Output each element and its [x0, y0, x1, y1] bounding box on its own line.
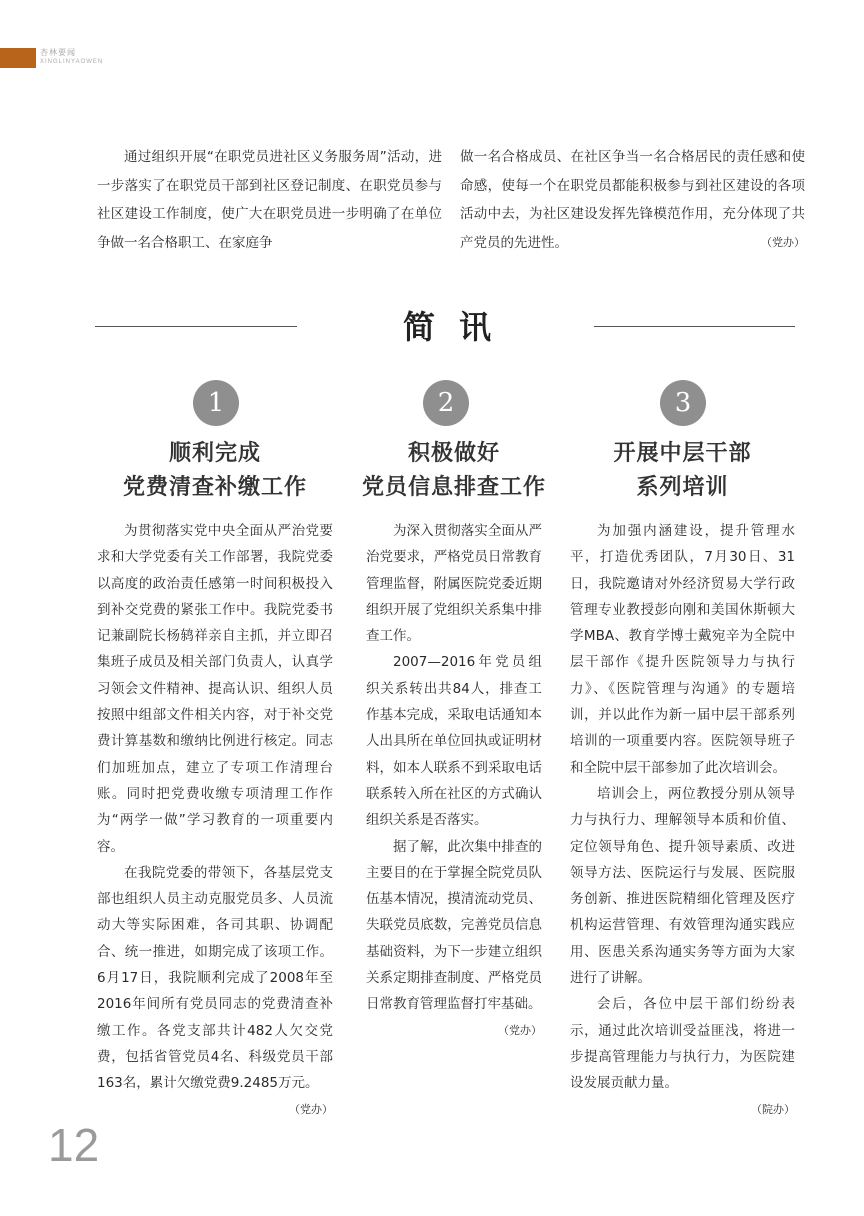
column-title-3-line2: 系列培训 [636, 474, 729, 500]
article-column-1 [97, 518, 333, 1123]
article-3-paragraph: 为加强内涵建设，提升管理水平，打造优秀团队，7月30日、31日，我院邀请对外经济贸易大学行政管理专业教授彭向刚和美国休斯顿大学MBA、教育学博士戴宛辛为全院中层干部作《提升医院领导力与执行力》、《医院管理与沟通》的专题培训，并以此作为新一届中层干部系列培训的一项重要内容。医院领导班子和全院中层干部参加了此次培训会。 [570, 523, 795, 776]
article-1-paragraph: 在我院党委的带领下，各基层党支部也组织人员主动克服党员多、人员流动大等实际困难，各司其职、协调配合、统一推进，如期完成了该项工作。6月17日，我院顺利完成了2008年至2016年间所有党员同志的党费清查补缴工作。各党支部共计482人欠交党费，包括省管党员4名、科级党员干部163名，累计欠缴党费9.2485万元。 [97, 864, 333, 1092]
intro-left-paragraph: 通过组织开展“在职党员进社区义务服务周”活动，进一步落实了在职党员干部到社区登记制度、在职党员参与社区建设工作制度，使广大在职党员进一步明确了在单位争做一名合格职工、在家庭争 [97, 149, 442, 251]
column-title-1-line2: 党费清查补缴工作 [122, 474, 307, 500]
column-title-2-line1: 积极做好 [407, 440, 500, 466]
article-1-paragraph: 为贯彻落实党中央全面从严治党要求和大学党委有关工作部署，我院党委以高度的政治责任感第一时间积极投入到补交党费的紧张工作中。我院党委书记兼副院长杨鸫祥亲自主抓，并立即召集班子成员及相关部门负责人，认真学习领会文件精神、提高认识、组织人员按照中组部文件相关内容，对于补交党费计算基数和缴纳比例进行核定。同志们加班加点，建立了专项工作清理台账。同时把党费收缴专项清理工作作为“两学一做”学习教育的一项重要内容。 [97, 523, 333, 855]
section-header-cn: 杏林要闻 [40, 48, 76, 57]
article-3-paragraph: 会后，各位中层干部们纷纷表示，通过此次培训受益匪浅，将进一步提高管理能力与执行力，为医院建设发展贡献力量。 [570, 996, 795, 1092]
section-header-en: XINGLINYAOWEN [40, 59, 104, 65]
article-column-3 [570, 518, 795, 1123]
article-2-paragraph: 为深入贯彻落实全面从严治党要求，严格党员日常教育管理监督，附属医院党委近期组织开展了党组织关系集中排查工作。 [366, 523, 542, 645]
number-badge-2: 2 [423, 380, 469, 426]
intro-right-text: 做一名合格成员、在社区争当一名合格居民的责任感和使命感，使每一个在职党员都能积极参与到社区建设的各项活动中去，为社区建设发挥先锋模范作用，充分体现了共产党员的先进性。 [460, 149, 805, 251]
number-badge-3: 3 [660, 380, 706, 426]
column-title-3 [570, 436, 795, 504]
column-title-1-line1: 顺利完成 [168, 440, 261, 466]
column-title-2 [346, 436, 562, 504]
title-rule-left [95, 326, 297, 327]
article-2-paragraph: 据了解，此次集中排查的主要目的在于掌握全院党员队伍基本情况，摸清流动党员、失联党员底数，完善党员信息基础资料，为下一步建立组织关系定期排查制度、严格党员日常教育管理监督打牢基础。 [366, 838, 542, 1013]
column-title-3-line1: 开展中层干部 [613, 440, 752, 466]
section-title: 简讯 [402, 308, 515, 346]
column-title-1 [97, 436, 333, 504]
column-title-2-line2: 党员信息排查工作 [361, 474, 546, 500]
article-3-paragraph: 培训会上，两位教授分别从领导力与执行力、理解领导本质和价值、定位领导角色、提升领导素质、改进领导方法、医院运行与发展、医院服务创新、推进医院精细化管理及医疗机构运营管理、有效管理沟通实践应用、医患关系沟通实务等方面为大家进行了讲解。 [570, 785, 795, 987]
title-rule-right [594, 326, 795, 327]
intro-right-paragraph [460, 143, 805, 257]
article-2-paragraph: 2007—2016年党员组织关系转出共84人，排查工作基本完成，采取电话通知本人出具所在单位回执或证明材料，如本人联系不到采取电话联系转入所在社区的方式确认组织关系是否落实。 [366, 654, 542, 829]
article-3-signature: （院办） [751, 1102, 795, 1116]
article-2-signature: （党办） [498, 1023, 542, 1037]
header-color-bar [0, 48, 36, 68]
article-column-2 [366, 518, 542, 1044]
number-badge-1: 1 [193, 380, 239, 426]
page-number: 12 [48, 1119, 100, 1171]
intro-signature: （党办） [761, 235, 805, 249]
article-1-signature: （党办） [289, 1102, 333, 1116]
